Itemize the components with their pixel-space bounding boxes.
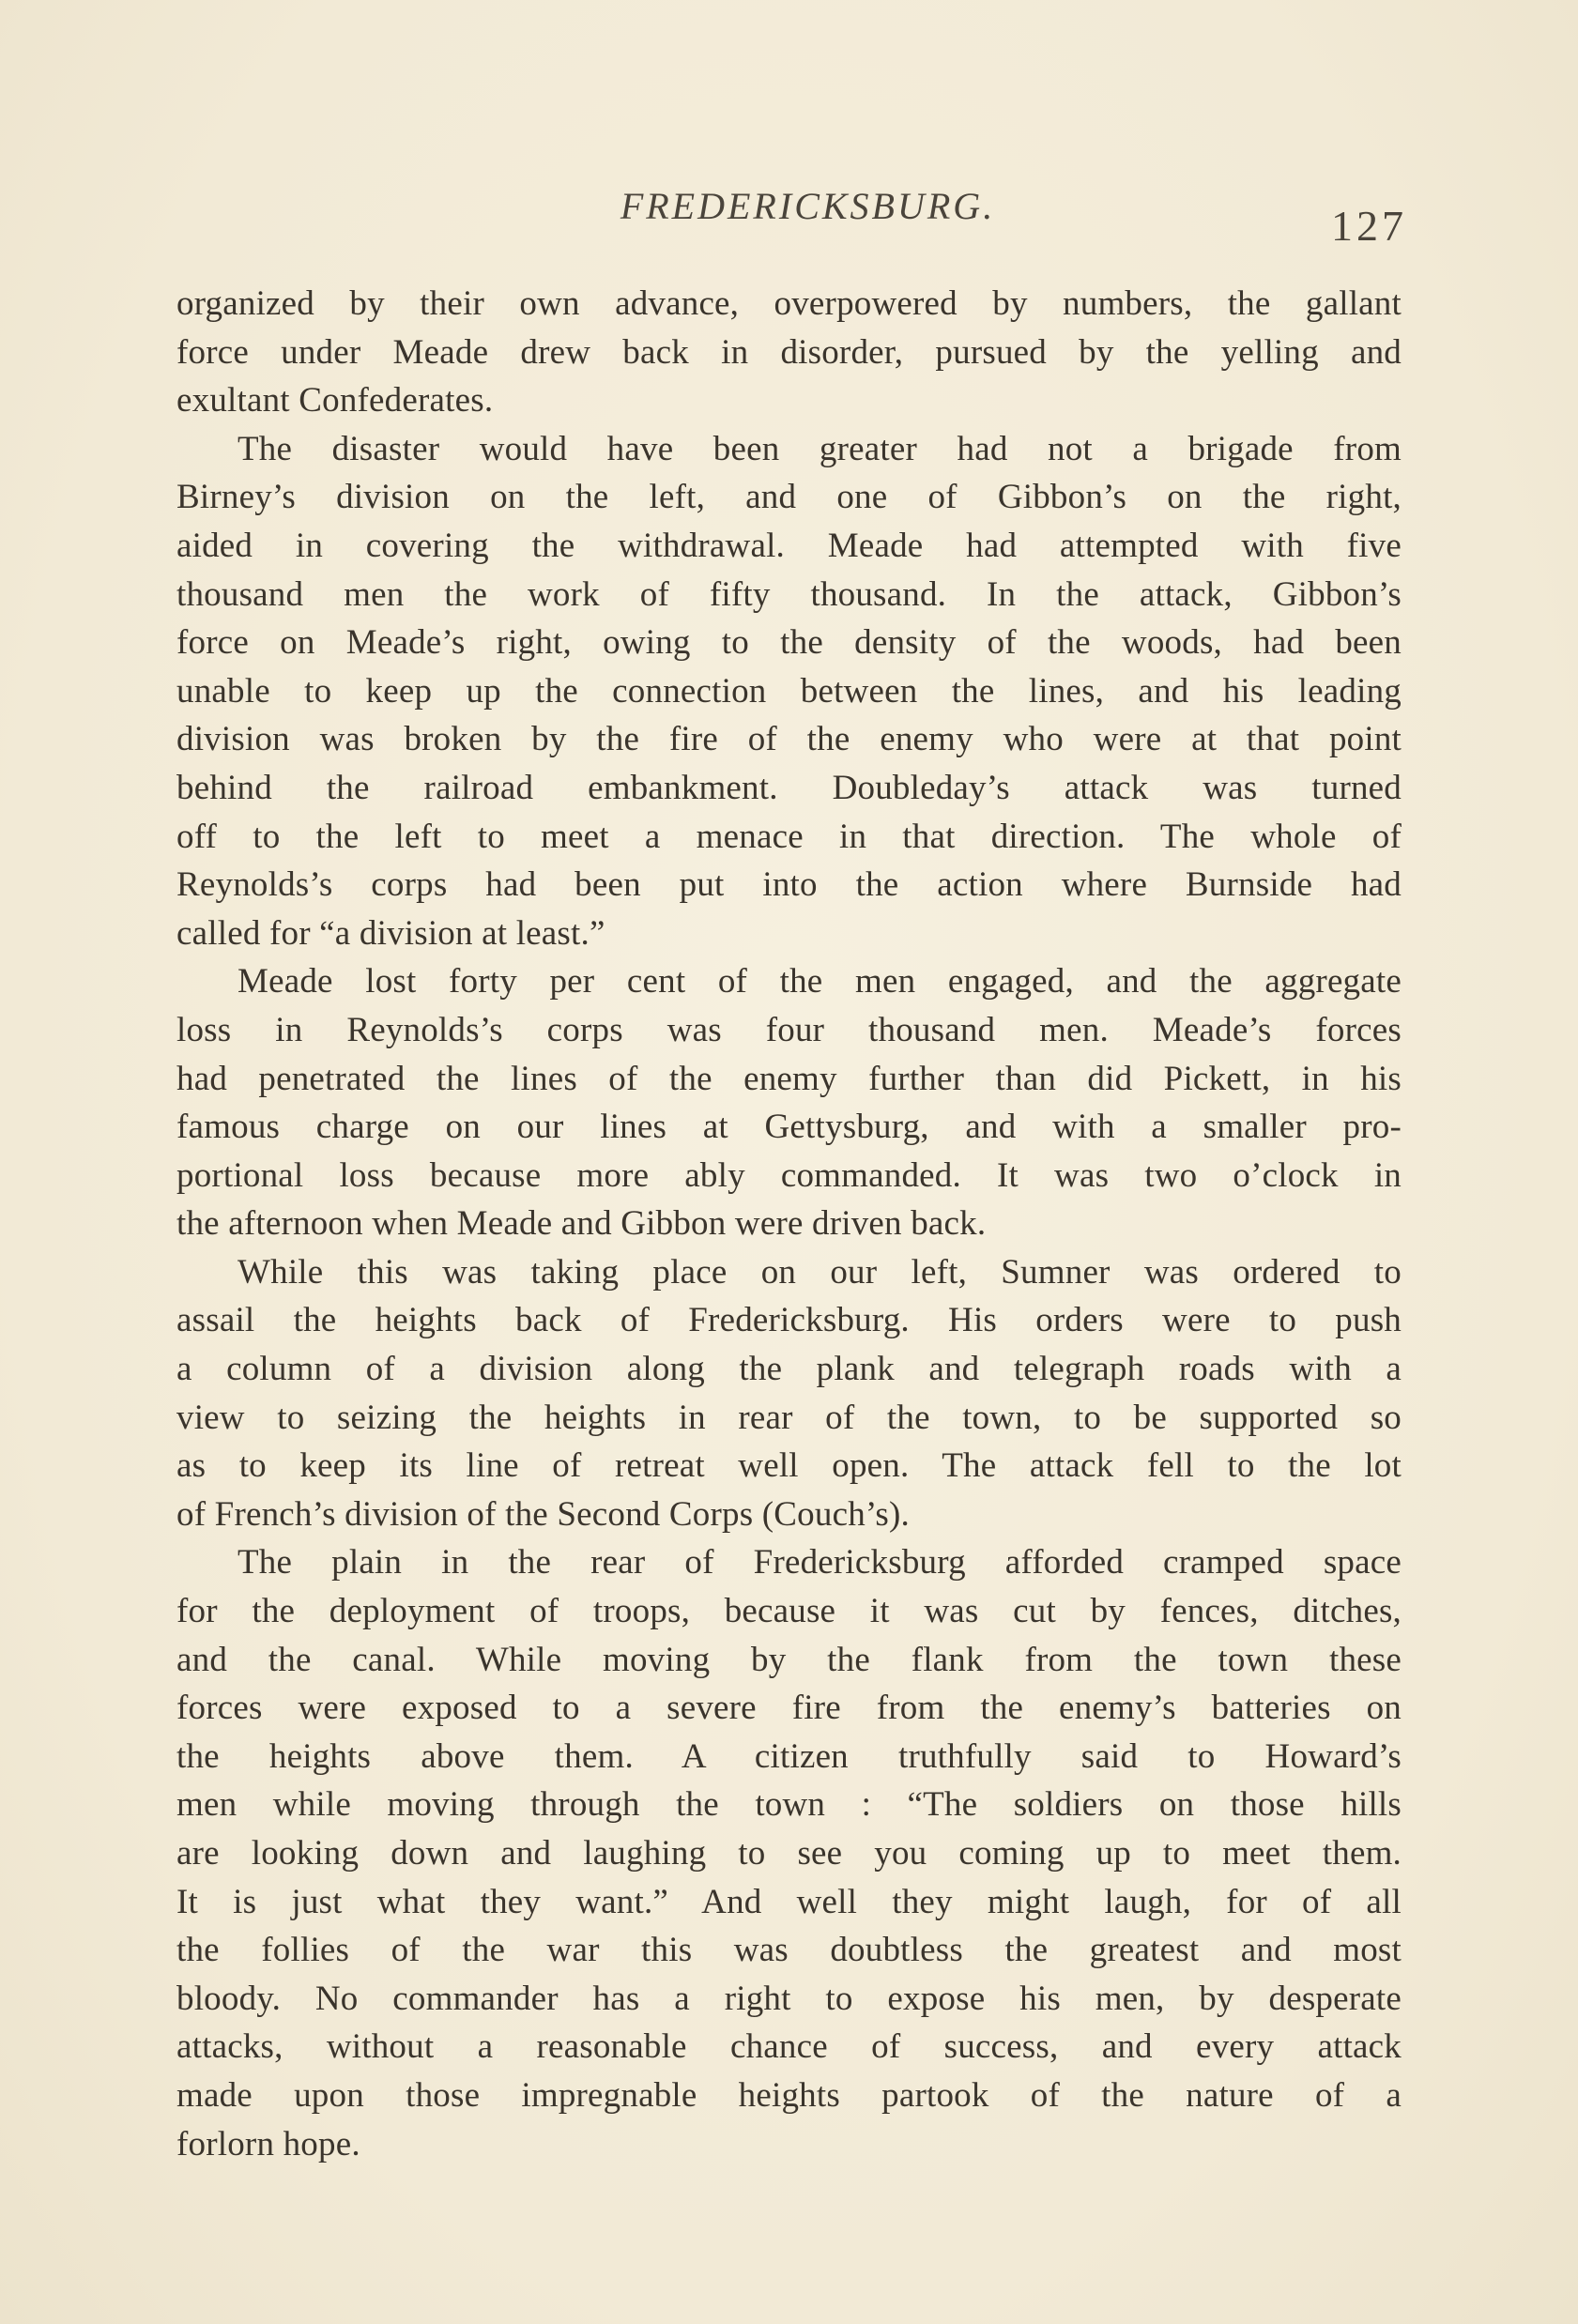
text-line: force under Meade drew back in disorder, pursued by the yelling and	[176, 332, 1402, 372]
text-line: division was broken by the fire of the enemy who were at that point	[176, 720, 1402, 759]
text-line: exultant Confederates.	[176, 381, 494, 420]
text-line: men while moving through the town : “The soldiers on those hills	[176, 1785, 1402, 1825]
text-line: view to seizing the heights in rear of the town, to be supported so	[176, 1398, 1402, 1437]
text-line: thousand men the work of fifty thousand. In the attack, Gibbon’s	[176, 574, 1402, 614]
text-line: are looking down and laughing to see you coming up to meet them.	[176, 1834, 1402, 1873]
text-line: Reynolds’s corps had been put into the action where Burnside had	[176, 865, 1402, 905]
text-line: the afternoon when Meade and Gibbon were driven back.	[176, 1204, 987, 1244]
text-line: portional loss because more ably commanded. It was two o’clock in	[176, 1155, 1402, 1195]
text-line: and the canal. While moving by the flank from the town these	[176, 1640, 1402, 1679]
text-line: behind the railroad embankment. Doubleday’s attack was turned	[176, 768, 1402, 807]
text-line: for the deployment of troops, because it was cut by fences, ditches,	[176, 1592, 1402, 1631]
text-line: a column of a division along the plank and telegraph roads with a	[176, 1350, 1402, 1389]
page-number: 127	[1331, 202, 1407, 250]
text-line: made upon those impregnable heights partook of the nature of a	[176, 2075, 1402, 2115]
text-line: famous charge on our lines at Gettysburg, and with a smaller pro-	[176, 1108, 1402, 1147]
text-line: forlorn hope.	[176, 2124, 360, 2163]
running-title: FREDERICKSBURG.	[620, 185, 996, 227]
text-line: attacks, without a reasonable chance of success, and every attack	[176, 2027, 1402, 2067]
text-line: Birney’s division on the left, and one of Gibbon’s on the right,	[176, 478, 1402, 517]
text-line: forces were exposed to a severe fire from the enemy’s batteries on	[176, 1689, 1402, 1728]
text-line: bloody. No commander has a right to expose his men, by desperate	[176, 1979, 1402, 2018]
text-line: had penetrated the lines of the enemy further than did Pickett, in his	[176, 1059, 1402, 1098]
text-line: as to keep its line of retreat well open. The attack fell to the lot	[176, 1446, 1402, 1486]
text-line: of French’s division of the Second Corps (Couch’s).	[176, 1494, 910, 1534]
text-line: assail the heights back of Fredericksburg. His orders were to push	[176, 1301, 1402, 1340]
paragraph-start-line: The disaster would have been greater had not a brigade from	[237, 429, 1402, 468]
text-line: organized by their own advance, overpowered by numbers, the gallant	[176, 284, 1402, 323]
text-line: force on Meade’s right, owing to the density of the woods, had been	[176, 623, 1402, 663]
text-line: loss in Reynolds’s corps was four thousand men. Meade’s forces	[176, 1010, 1402, 1049]
text-line: It is just what they want.” And well they might laugh, for of all	[176, 1882, 1402, 1921]
paragraph-start-line: The plain in the rear of Fredericksburg afforded cramped space	[237, 1543, 1402, 1582]
text-line: called for “a division at least.”	[176, 913, 605, 953]
text-line: the follies of the war this was doubtless the greatest and most	[176, 1931, 1402, 1970]
paragraph-start-line: While this was taking place on our left, Sumner was ordered to	[237, 1252, 1402, 1292]
body-text	[176, 280, 1402, 2168]
text-line: the heights above them. A citizen truthfully said to Howard’s	[176, 1736, 1402, 1776]
text-line: aided in covering the withdrawal. Meade had attempted with five	[176, 526, 1402, 565]
text-line: unable to keep up the connection between the lines, and his leading	[176, 671, 1402, 711]
paragraph-start-line: Meade lost forty per cent of the men engaged, and the aggregate	[237, 962, 1402, 1001]
text-line: off to the left to meet a menace in that direction. The whole of	[176, 817, 1402, 856]
